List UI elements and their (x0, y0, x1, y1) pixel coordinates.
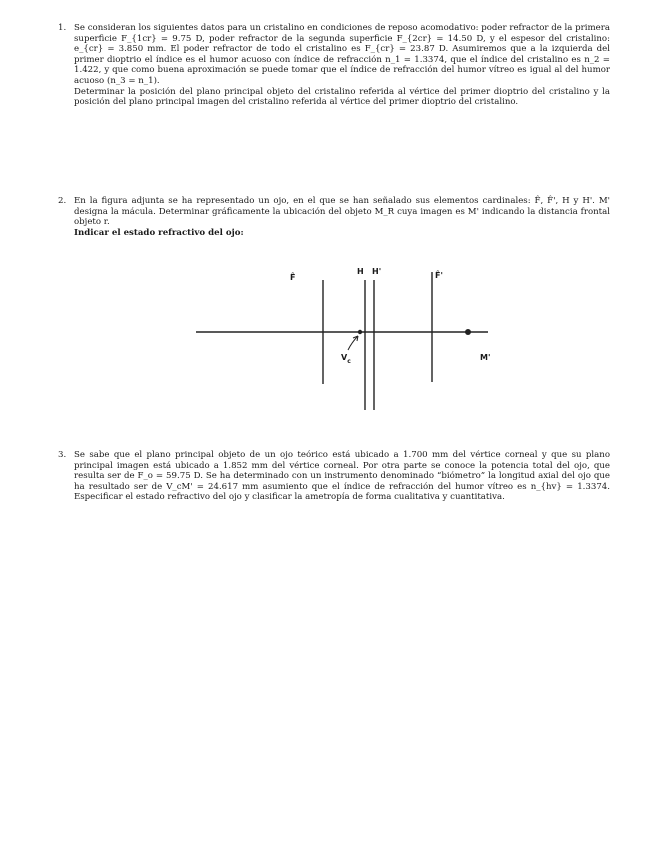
macula-point (465, 329, 471, 335)
label-vertex (341, 353, 351, 365)
problem-1-question: Determinar la posición del plano principal objeto del cristalino referida al vértice del primer dioptrio del cristalino y la posición del plano principal imagen del cristalino referida al vértice del primer dioptrio del cristalino. (74, 86, 610, 108)
label-macula: M' (480, 353, 491, 362)
problem-1 (58, 23, 610, 108)
problem-number: 1. (58, 23, 67, 33)
label-vertex-main: V (341, 353, 348, 362)
problem-2-statement: En la figura adjunta se ha representado un ojo, en el que se han señalado sus elementos cardinales: F̂, F̂', H y H'. M' designa la mácula. Determinar gráficamente la ubicación del objeto M_R cuya imagen es M' indicando la distancia frontal objeto r. (74, 196, 610, 228)
vertex-point (358, 330, 362, 334)
label-F-object: F̂ (290, 273, 296, 282)
label-H-prime: H' (372, 267, 382, 276)
problem-2-instruction: Indicar el estado refractivo del ojo: (74, 227, 244, 238)
problem-number: 3. (58, 450, 67, 460)
eye-cardinal-diagram (192, 262, 502, 417)
problem-number: 2. (58, 196, 67, 206)
label-vertex-sub: c (347, 358, 351, 365)
label-H: H (357, 267, 364, 276)
problem-1-statement: Se consideran los siguientes datos para un cristalino en condiciones de reposo acomodativo: poder refractor de la primera superficie F_{1cr} = 9.75 D, poder refractor de la segunda superficie F_{2cr} = 14.50 D, y el espesor del cristalino: e_{cr} = 3.850 mm. El poder refractor de todo el cristalino es F_{cr} = 23.87 D. Asumiremos que a la izquierda del primer dioptrio el índice es el humor acuoso con índice de refracción n_1 = 1.3374, que el índice del cristalino es n_2 = 1.422, y que como buena aproximación se puede tomar que el índice de refracción del humor vítreo es igual al del humor acuoso (n_3 = n_1). (74, 23, 610, 86)
label-F-image: F̂' (435, 271, 443, 280)
problem-3 (58, 450, 610, 503)
problem-2 (58, 196, 610, 238)
vertex-arrow (348, 336, 358, 350)
problem-3-statement: Se sabe que el plano principal objeto de un ojo teórico está ubicado a 1.700 mm del vértice corneal y que su plano principal imagen está ubicado a 1.852 mm del vértice corneal. Por otra parte se conoce la potencia total del ojo, que resulta ser de F_o = 59.75 D. Se ha determinado con un instrumento denominado “biómetro” la longitud axial del ojo que ha resultado ser de V_cM' = 24.617 mm asumiento que el índice de refracción del humor vítreo es n_{hv} = 1.3374. Especificar el estado refractivo del ojo y clasificar la ametropía de forma cualitativa y cuantitativa. (74, 450, 610, 503)
